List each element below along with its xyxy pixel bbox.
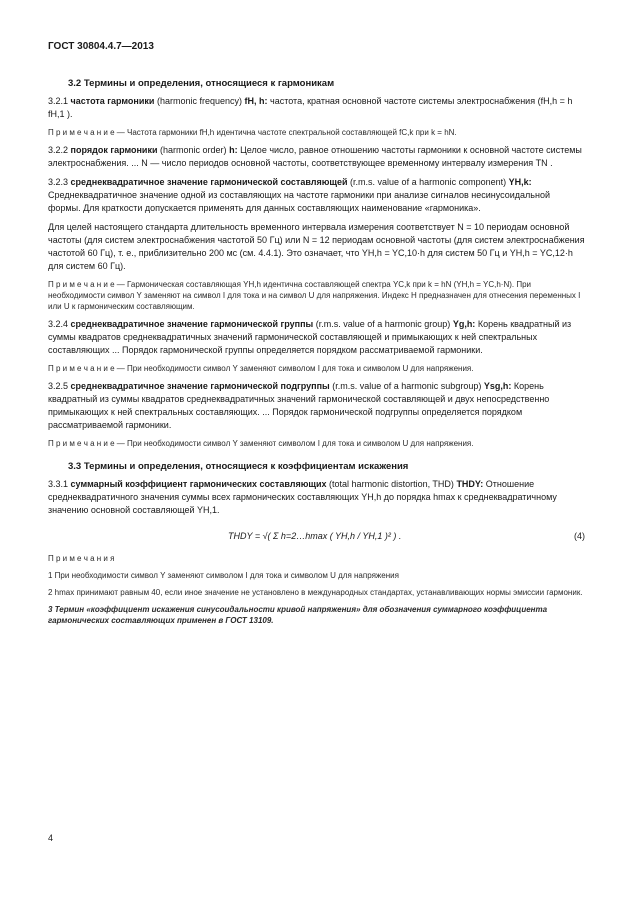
notes-title: П р и м е ч а н и я	[48, 554, 115, 563]
term-3-3-1	[48, 478, 585, 517]
term-definition: Корень квадратный из суммы квадратов среднеквадратичных значений гармонической составляющей и двух непосредственно примыкающих к ней спектральных составляющих. ... Порядок гармонической подгруппы определяется порядком рассматриваемой гармоники.	[48, 381, 550, 430]
note-3-2-5: П р и м е ч а н и е — При необходимости символ Y заменяют символом I для тока и символом U для напряжения.	[48, 439, 474, 448]
term-number: 3.3.1	[48, 479, 69, 489]
term-3-2-3	[48, 176, 585, 215]
note-3: 3 Термин «коэффициент искажения синусоидальности кривой напряжения» для обозначения суммарного коэффициента гармонических составляющих применен в ГОСТ 13109.	[48, 605, 548, 625]
term-number: 3.2.4	[48, 319, 69, 329]
term-english: (harmonic order)	[160, 145, 227, 155]
page-number: 4	[48, 833, 54, 843]
paragraph-3-2-3-detail: Для целей настоящего стандарта длительность временного интервала измерения соответствует N = 10 периодам основной частоты (для систем электроснабжения частотой 50 Гц) или N = 12 периодам основной частоты (для систем электроснабжения частотой 60 Гц), т. е., приблизительно 200 мс (см. 4.4.1). Это означает, что YH,h = YC,10·h для систем 50 Гц и YH,h = YC,12·h для систем 60 Гц).	[48, 222, 585, 271]
note-1: 1 При необходимости символ Y заменяют символом I для тока и символом U для напряжения	[48, 571, 399, 580]
term-number: 3.2.5	[48, 381, 69, 391]
term-definition: Целое число, равное отношению частоты гармоники к основной частоте системы электроснабжения. ... N — число периодов основной частоты, соответствующее временному интервалу измерения TN .	[48, 145, 582, 168]
term-title: среднеквадратичное значение гармонической группы	[70, 319, 314, 329]
note-3-2-1: П р и м е ч а н и е — Частота гармоники fH,h идентична частоте спектральной составляющей fC,k при k = hN.	[48, 128, 457, 137]
term-title: частота гармоники	[70, 96, 155, 106]
term-symbol: YH,k:	[508, 177, 532, 187]
term-symbol: h:	[229, 145, 238, 155]
term-english: (r.m.s. value of a harmonic subgroup)	[332, 381, 482, 391]
term-definition: Отношение среднеквадратичного значения суммы всех гармонических составляющих YH,h до порядка hmax к среднеквадратичному значению основной составляющей YH,1.	[48, 479, 557, 515]
note-2: 2 hmax принимают равным 40, если иное значение не установлено в международных стандартах, устанавливающих нормы эмиссии гармоник.	[48, 588, 583, 597]
term-number: 3.2.2	[48, 145, 69, 155]
section-3-3-heading: 3.3 Термины и определения, относящиеся к коэффициентам искажения	[68, 461, 409, 472]
document-header: ГОСТ 30804.4.7—2013	[48, 41, 154, 52]
term-3-2-2	[48, 144, 585, 170]
term-symbol: Ysg,h:	[483, 381, 512, 391]
formula-number: (4)	[574, 531, 585, 541]
term-title: суммарный коэффициент гармонических составляющих	[70, 479, 327, 489]
term-definition: Корень квадратный из суммы квадратов среднеквадратичных значений гармонической составляющей и примыкающих к ней спектральных составляющих ... Порядок гармонической группы определяется порядком рассматриваемой гармоники.	[48, 319, 572, 355]
formula-4	[48, 531, 585, 541]
term-3-2-1	[48, 95, 585, 121]
formula-expression: THDY = √( Σ h=2…hmax ( YH,h / YH,1 )² ) .	[228, 531, 402, 541]
term-english: (r.m.s. value of a harmonic component)	[350, 177, 507, 187]
term-title: среднеквадратичное значение гармонической составляющей	[70, 177, 348, 187]
note-3-2-3: П р и м е ч а н и е — Гармоническая составляющая YH,h идентична составляющей спектра YC,k при k = hN (YH,h = YC,h·N). При необходимости символ Y заменяют на символ I для тока и на символ U для напряжения. Индекс H предназначен для отнесения переменных I или U к гармоническим составляющим.	[48, 280, 581, 311]
term-symbol: THDY:	[456, 479, 484, 489]
term-definition: Среднеквадратичное значение одной из составляющих на частоте гармоники при анализе сигналов несинусоидальной формы. Для краткости допускается применять для данных составляющих наименование «гармоника».	[48, 190, 550, 213]
term-definition: частота, кратная основной частоте системы электроснабжения (fH,h = h fH,1 ).	[48, 96, 573, 119]
term-number: 3.2.3	[48, 177, 69, 187]
term-title: порядок гармоники	[70, 145, 158, 155]
term-english: (r.m.s. value of a harmonic group)	[315, 319, 451, 329]
note-3-2-4: П р и м е ч а н и е — При необходимости символ Y заменяют символом I для тока и символом U для напряжения.	[48, 364, 474, 373]
term-english: (total harmonic distortion, THD)	[329, 479, 454, 489]
page-content	[48, 66, 585, 632]
term-symbol: fH, h:	[244, 96, 268, 106]
term-number: 3.2.1	[48, 96, 69, 106]
section-3-2-heading: 3.2 Термины и определения, относящиеся к гармоникам	[68, 78, 335, 89]
term-symbol: Yg,h:	[452, 319, 476, 329]
term-3-2-5	[48, 380, 585, 432]
term-3-2-4	[48, 318, 585, 357]
term-title: среднеквадратичное значение гармонической подгруппы	[70, 381, 330, 391]
term-english: (harmonic frequency)	[156, 96, 242, 106]
